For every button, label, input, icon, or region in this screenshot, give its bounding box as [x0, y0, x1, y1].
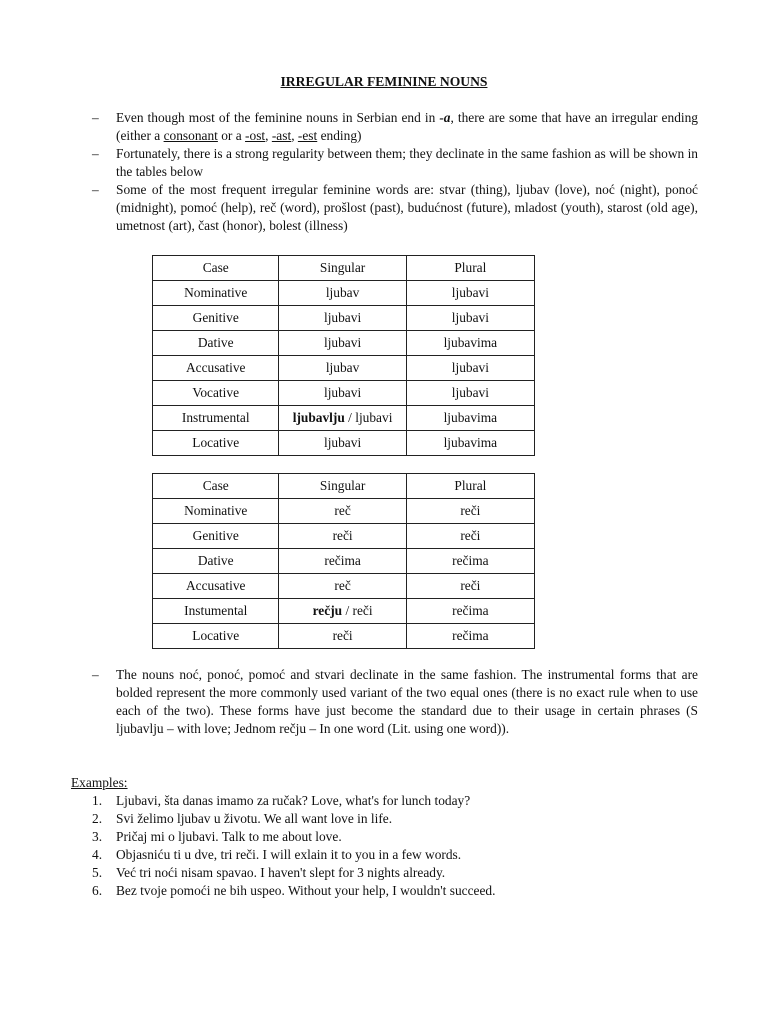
bullet-text: The nouns noć, ponoć, pomoć and stvari declinate in the same fashion. The instrumental forms that are bolded represent the more commonly used variant of the two equal ones (there is no exact rule when to use each of the two). These forms have just become the standard due to their usage in certain phrases (S ljubavlju – with love; Jednom rečju – In one word (Lit. using one word)).	[116, 667, 698, 736]
case-cell: Dative	[153, 549, 279, 574]
text-run: ,	[265, 128, 272, 143]
header-plural: Plural	[406, 474, 534, 499]
singular-cell: ljubav	[279, 281, 406, 306]
case-cell: Accusative	[153, 356, 279, 381]
ending-est-text: -est	[297, 128, 318, 143]
singular-cell: ljubavi	[279, 331, 406, 356]
table-row	[153, 499, 535, 524]
plural-cell: reči	[406, 574, 534, 599]
bold-instrumental-form: ljubavlju	[292, 410, 345, 425]
text-run: or a	[217, 128, 246, 143]
plural-cell: ljubavima	[406, 331, 534, 356]
bullet-text: Some of the most frequent irregular feminine words are: stvar (thing), ljubav (love), noć (night), ponoć (midnight), pomoć (help), reč (word), prošlost (past), budućnost (future), mladost (youth), starost (old age), umetnost (art), čast (honor), bolest (illness)	[116, 182, 698, 233]
consonant-text: consonant	[163, 128, 218, 143]
intro-bullet-item	[92, 181, 698, 235]
examples-heading: Examples:	[71, 775, 128, 790]
list-item	[92, 828, 652, 846]
table-row	[153, 599, 535, 624]
plural-cell: rečima	[406, 549, 534, 574]
table-header-row	[153, 256, 535, 281]
header-case: Case	[153, 474, 279, 499]
dash-bullet-icon: –	[92, 110, 99, 125]
dash-bullet-icon: –	[92, 182, 99, 197]
table-header-row	[153, 474, 535, 499]
text-run: Even though most of the feminine nouns in Serbian end in	[116, 110, 440, 125]
text-run: ending)	[317, 128, 362, 143]
case-cell: Genitive	[153, 524, 279, 549]
header-singular: Singular	[279, 474, 406, 499]
table-row	[153, 281, 535, 306]
alternate-instrumental-form: / ljubavi	[344, 410, 393, 425]
example-text: Objasniću ti u dve, tri reči. I will exlain it to you in a few words.	[116, 847, 462, 862]
ending-ast-text: -ast	[271, 128, 292, 143]
case-cell: Locative	[153, 624, 279, 649]
example-text: Već tri noći nisam spavao. I haven't slept for 3 nights already.	[116, 865, 446, 880]
example-text: Ljubavi, šta danas imamo za ručak? Love, what's for lunch today?	[116, 793, 471, 808]
header-plural: Plural	[406, 256, 534, 281]
item-number: 4.	[92, 847, 103, 862]
text-run: , there are some that have an irregular ending (either a	[116, 110, 699, 143]
singular-cell: ljubav	[279, 356, 406, 381]
page-title: IRREGULAR FEMININE NOUNS	[280, 74, 488, 89]
singular-cell: ljubavi	[279, 431, 406, 456]
table-row	[153, 549, 535, 574]
singular-cell: rečima	[279, 549, 406, 574]
table-row	[153, 381, 535, 406]
ending-ost-text: -ost	[245, 128, 266, 143]
singular-cell: ljubavi	[279, 381, 406, 406]
plural-cell: ljubavi	[406, 381, 534, 406]
plural-cell: rečima	[406, 624, 534, 649]
item-number: 6.	[92, 883, 103, 898]
plural-cell: reči	[406, 524, 534, 549]
singular-cell: reč	[279, 499, 406, 524]
table-row	[153, 356, 535, 381]
item-number: 5.	[92, 865, 103, 880]
list-item	[92, 882, 652, 900]
intro-bullet-list	[92, 109, 698, 235]
singular-cell: reči	[279, 624, 406, 649]
singular-cell: reči	[279, 524, 406, 549]
singular-cell	[279, 406, 406, 431]
examples-list	[92, 792, 652, 900]
list-item	[92, 864, 652, 882]
text-run: ,	[291, 128, 298, 143]
plural-cell: ljubavima	[406, 406, 534, 431]
example-text: Svi želimo ljubav u životu. We all want love in life.	[116, 811, 393, 826]
plural-cell: rečima	[406, 599, 534, 624]
list-item	[92, 846, 652, 864]
dash-bullet-icon: –	[92, 667, 99, 682]
case-cell: Nominative	[153, 281, 279, 306]
case-cell: Nominative	[153, 499, 279, 524]
closing-bullet-list	[92, 666, 698, 738]
table-row	[153, 624, 535, 649]
alternate-instrumental-form: / reči	[342, 603, 373, 618]
plural-cell: ljubavi	[406, 356, 534, 381]
case-cell: Instumental	[153, 599, 279, 624]
item-number: 3.	[92, 829, 103, 844]
example-text: Bez tvoje pomoći ne bih uspeo. Without your help, I wouldn't succeed.	[116, 883, 496, 898]
list-item	[92, 792, 652, 810]
header-case: Case	[153, 256, 279, 281]
bullet-text	[116, 110, 698, 143]
ending-a-text: -a	[439, 110, 451, 125]
list-item	[92, 810, 652, 828]
case-cell: Vocative	[153, 381, 279, 406]
case-cell: Instrumental	[153, 406, 279, 431]
bold-instrumental-form: rečju	[312, 603, 343, 618]
dash-bullet-icon: –	[92, 146, 99, 161]
table-row	[153, 406, 535, 431]
singular-cell: reč	[279, 574, 406, 599]
rec-declension-table	[152, 473, 535, 649]
ljubav-declension-table	[152, 255, 535, 456]
closing-bullet-item	[92, 666, 698, 738]
table-row	[153, 574, 535, 599]
table-row	[153, 306, 535, 331]
plural-cell: ljubavi	[406, 281, 534, 306]
plural-cell: ljubavima	[406, 431, 534, 456]
case-cell: Locative	[153, 431, 279, 456]
item-number: 2.	[92, 811, 103, 826]
singular-cell	[279, 599, 406, 624]
case-cell: Dative	[153, 331, 279, 356]
plural-cell: ljubavi	[406, 306, 534, 331]
table-row	[153, 524, 535, 549]
example-text: Pričaj mi o ljubavi. Talk to me about love.	[116, 829, 342, 844]
intro-bullet-item	[92, 145, 698, 181]
bullet-text: Fortunately, there is a strong regularity between them; they declinate in the same fashion as will be shown in the tables below	[116, 146, 698, 179]
table-row	[153, 431, 535, 456]
intro-bullet-item	[92, 109, 698, 145]
plural-cell: reči	[406, 499, 534, 524]
singular-cell: ljubavi	[279, 306, 406, 331]
table-row	[153, 331, 535, 356]
case-cell: Accusative	[153, 574, 279, 599]
case-cell: Genitive	[153, 306, 279, 331]
item-number: 1.	[92, 793, 103, 808]
header-singular: Singular	[279, 256, 406, 281]
